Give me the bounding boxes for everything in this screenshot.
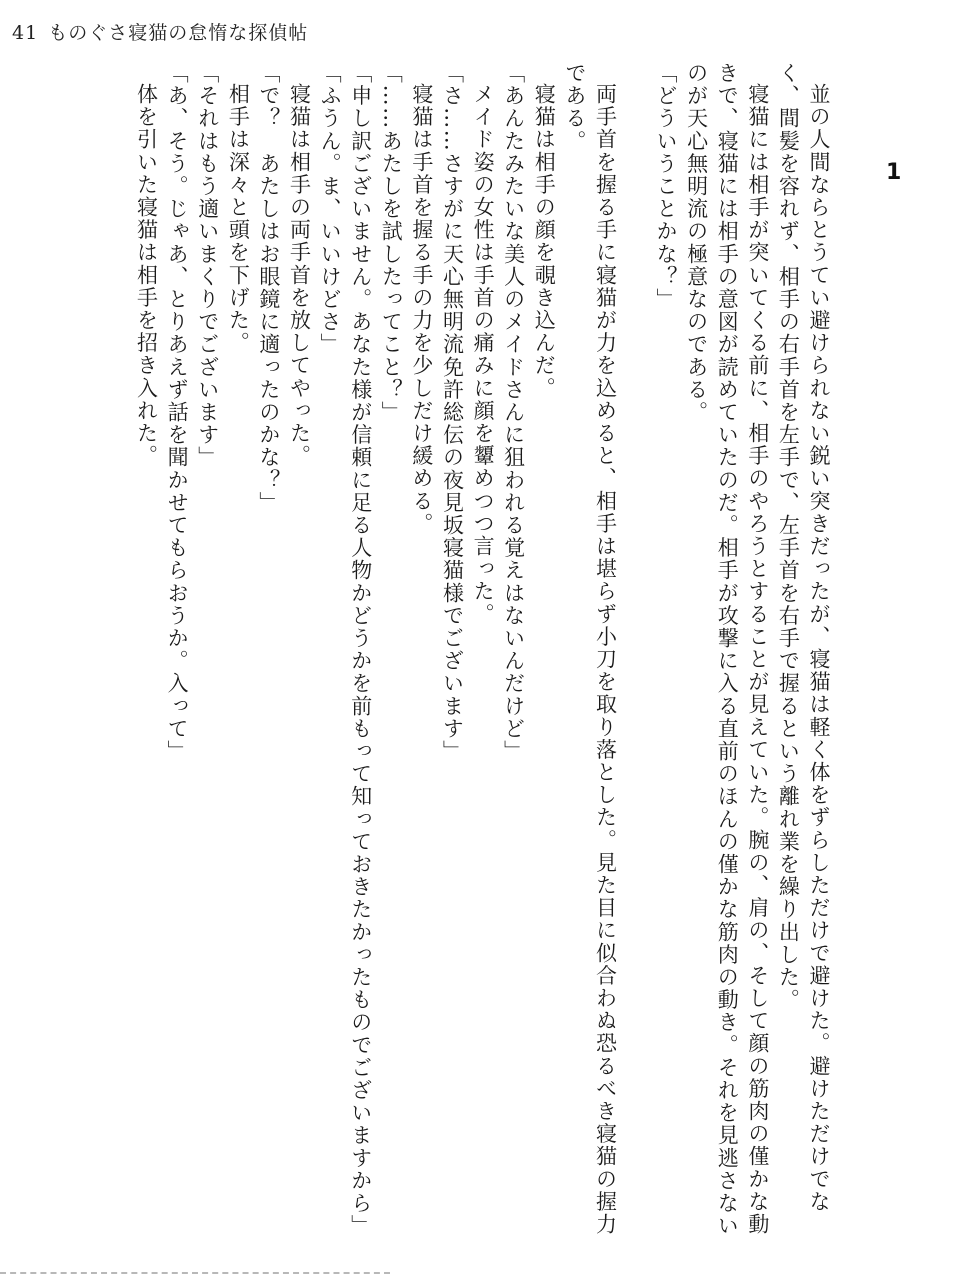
paragraph: 体を引いた寝猫は相手を招き入れた。 xyxy=(134,83,159,468)
dialogue-line: 「それはもう適いまくりでございます」 xyxy=(195,62,220,469)
body-text xyxy=(14,62,834,1257)
dialogue-line: 「どういうことかな？」 xyxy=(654,62,679,311)
page-number: 41 xyxy=(12,22,39,44)
footer-divider xyxy=(0,1272,390,1274)
dialogue-line: 「ふうん。ま、いいけどさ」 xyxy=(318,62,343,356)
paragraph: 相手は深々と頭を下げた。 xyxy=(226,83,251,355)
paragraph: 寝猫は相手の顔を覗き込んだ。 xyxy=(532,83,557,400)
paragraph: 並の人間ならとうてい避けられない鋭い突きだったが、寝猫は軽く体をずらしただけで避けた。避けただけでなく、間髪を容れず、相手の右手首を左手で、左手首を右手で握るという離れ業を繰り出した。 xyxy=(776,62,831,1213)
paragraph: 寝猫には相手が突いてくる前に、相手のやろうとすることが見えていた。腕の、肩の、そして顔の筋肉の僅かな動きで、寝猫には相手の意図が読めていたのだ。相手が攻撃に入る直前のほんの僅かな筋肉の動き。それを見逃さないのが天心無明流の極意なのである。 xyxy=(684,62,770,1238)
paragraph: 両手首を握る手に寝猫が力を込めると、相手は堪らず小刀を取り落とした。見た目に似合わぬ恐るべき寝猫の握力である。 xyxy=(562,62,618,1236)
running-header xyxy=(12,18,308,45)
paragraph: 寝猫は相手の両手首を放してやった。 xyxy=(287,83,312,468)
paragraph: 寝猫は手首を握る手の力を少しだけ緩める。 xyxy=(409,83,434,535)
dialogue-line: 「……あたしを試したってこと？」 xyxy=(379,62,404,424)
paragraph: メイド姿の女性は手首の痛みに顔を顰めつつ言った。 xyxy=(471,83,496,626)
dialogue-line: 「さ……さすがに天心無明流免許総伝の夜見坂寝猫様でございます」 xyxy=(440,62,465,763)
book-title: ものぐさ寝猫の怠惰な探偵帖 xyxy=(48,22,309,44)
dialogue-line: 「で？ あたしはお眼鏡に適ったのかな？」 xyxy=(256,62,281,514)
chapter-number: 1 xyxy=(886,160,902,185)
dialogue-line: 「申し訳ございません。あなた様が信頼に足る人物かどうかを前もって知っておきたかったものでございますから」 xyxy=(348,62,373,1238)
dialogue-line: 「あんたみたいな美人のメイドさんに狙われる覚えはないんだけど」 xyxy=(501,62,526,763)
dialogue-line: 「あ、そう。じゃあ、とりあえず話を聞かせてもらおうか。入って」 xyxy=(165,62,190,763)
